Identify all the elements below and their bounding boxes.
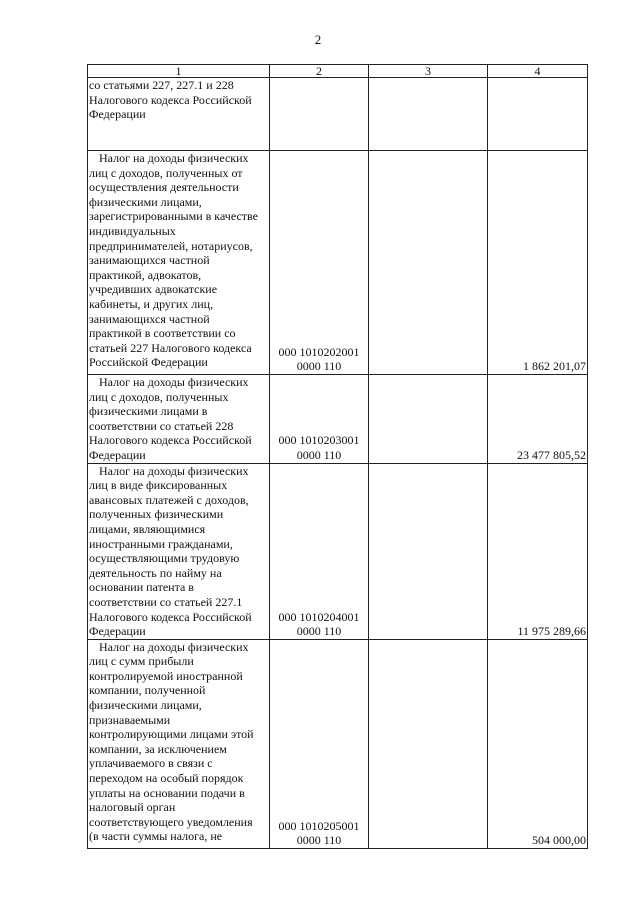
table-row bbox=[88, 463, 588, 639]
row-amount: 504 000,00 bbox=[488, 639, 588, 848]
row-description: Налог на доходы физических лиц в виде фиксированных авансовых платежей с доходов, полученных физическими лицами, являющимися иностранными гражданами, осуществляющими трудовую деятельность по найму на основании патента в соответствии со статьей 227.1 Налогового кодекса Российской Федерации bbox=[88, 463, 270, 639]
row-description: Налог на доходы физических лиц с сумм прибыли контролируемой иностранной компании, полученной физическими лицами, признаваемыми контролирующими лицами этой компании, за исключением уплачиваемого в связи с переходом на особый порядок уплаты на основании подачи в налоговый орган соответствующего уведомления (в части суммы налога, не bbox=[88, 639, 270, 848]
row-code bbox=[270, 78, 369, 151]
table-row bbox=[88, 78, 588, 151]
row-col3 bbox=[369, 463, 488, 639]
row-col3 bbox=[369, 151, 488, 375]
row-amount bbox=[488, 78, 588, 151]
table-header bbox=[88, 65, 588, 78]
row-description: Налог на доходы физических лиц с доходов, полученных физическими лицами в соответствии со статьей 228 Налогового кодекса Российской Федерации bbox=[88, 375, 270, 464]
row-description: Налог на доходы физических лиц с доходов, полученных от осуществления деятельности физическими лицами, зарегистрированными в качестве индивидуальных предпринимателей, нотариусов, занимающихся частной практикой, адвокатов, учредивших адвокатские кабинеты, и других лиц, занимающихся частной практикой в соответствии со статьей 227 Налогового кодекса Российской Федерации bbox=[88, 151, 270, 375]
row-code: 000 1010204001 0000 110 bbox=[270, 463, 369, 639]
row-col3 bbox=[369, 639, 488, 848]
header-row bbox=[88, 65, 588, 78]
column-header-2: 2 bbox=[270, 65, 369, 78]
column-header-3: 3 bbox=[369, 65, 488, 78]
row-amount: 1 862 201,07 bbox=[488, 151, 588, 375]
row-code: 000 1010202001 0000 110 bbox=[270, 151, 369, 375]
row-description: со статьями 227, 227.1 и 228 Налогового кодекса Российской Федерации bbox=[88, 78, 270, 151]
table-row bbox=[88, 151, 588, 375]
row-amount: 23 477 805,52 bbox=[488, 375, 588, 464]
row-code: 000 1010203001 0000 110 bbox=[270, 375, 369, 464]
table-row bbox=[88, 375, 588, 464]
table-row bbox=[88, 639, 588, 848]
page-number: 2 bbox=[314, 32, 322, 47]
row-col3 bbox=[369, 375, 488, 464]
column-header-1: 1 bbox=[88, 65, 270, 78]
row-code: 000 1010205001 0000 110 bbox=[270, 639, 369, 848]
row-amount: 11 975 289,66 bbox=[488, 463, 588, 639]
table-body bbox=[88, 78, 588, 849]
revenue-table bbox=[87, 64, 588, 849]
row-col3 bbox=[369, 78, 488, 151]
column-header-4: 4 bbox=[488, 65, 588, 78]
